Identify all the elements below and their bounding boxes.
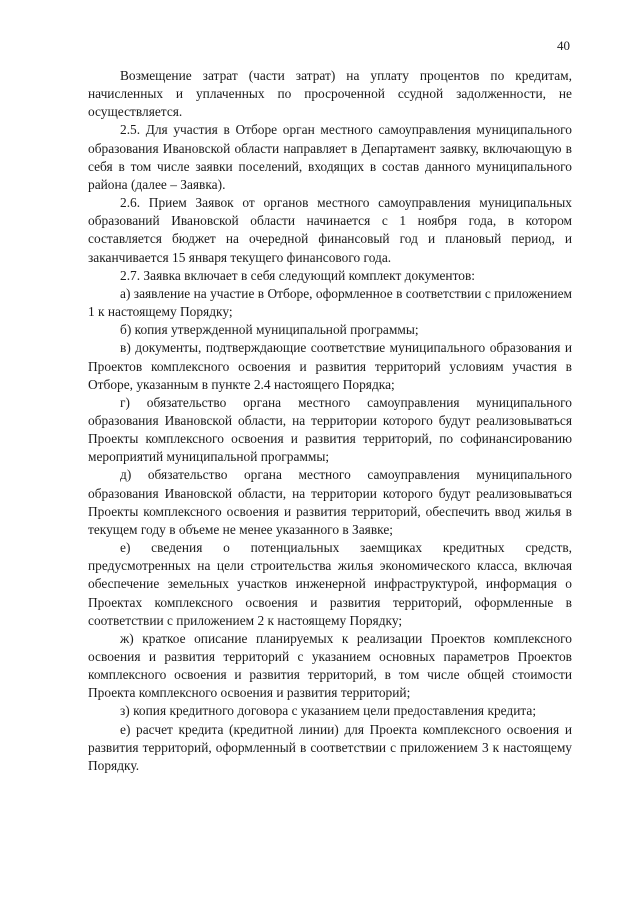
list-item-v: в) документы, подтверждающие соответствие муниципального образования и Проектов комплексного освоения и развития территорий условиям участия в Отборе, указанным в пункте 2.4 настоящего Порядка; bbox=[88, 340, 572, 392]
paragraph-2-5: 2.5. Для участия в Отборе орган местного самоуправления муниципального образования Ивановской области направляет в Департамент заявку, включающую в себя в том числе заявки поселений, входящих в состав данного муниципального района (далее – Заявка). bbox=[88, 122, 572, 192]
list-item-e-second: е) расчет кредита (кредитной линии) для Проекта комплексного освоения и развития территорий, оформленный в соответствии с приложением 3 к настоящему Порядку. bbox=[88, 721, 572, 773]
document-body bbox=[88, 67, 572, 775]
list-item-b: б) копия утвержденной муниципальной программы; bbox=[120, 322, 419, 338]
page-number: 40 bbox=[557, 38, 570, 53]
list-item-d: д) обязательство органа местного самоуправления муниципального образования Ивановской области, на территории которого будут реализовываться Проекты комплексного освоения и развития территорий, обеспечить ввод жилья в текущем году в объеме не менее указанного в Заявке; bbox=[88, 467, 572, 537]
list-item-g: г) обязательство органа местного самоуправления муниципального образования Ивановской области, на территории которого будут реализовываться Проекты комплексного освоения и развития территорий, по софинансированию мероприятий муниципальной программы; bbox=[88, 394, 572, 465]
paragraph-2-6: 2.6. Прием Заявок от органов местного самоуправления муниципальных образований Ивановской области начинается с 1 ноября года, в котором составляется бюджет на очередной финансовый год и плановый период, и заканчивается 15 января текущего финансового года. bbox=[88, 195, 572, 265]
paragraph-cost-reimbursement: Возмещение затрат (части затрат) на уплату процентов по кредитам, начисленных и уплаченных по просроченной ссудной задолженности, не осуществляется. bbox=[88, 68, 572, 120]
list-item-z: з) копия кредитного договора с указанием цели предоставления кредита; bbox=[120, 703, 537, 719]
list-item-e: е) сведения о потенциальных заемщиках кредитных средств, предусмотренных на цели строительства жилья экономического класса, включая обеспечение земельных участков инженерной инфраструктурой, информация о Проектах комплексного освоения и развития территорий, оформленные в соответствии с приложением 2 к настоящему Порядку; bbox=[88, 540, 572, 628]
list-item-zh: ж) краткое описание планируемых к реализации Проектов комплексного освоения и развития территорий с указанием основных параметров Проектов комплексного освоения и развития территорий, в том числе общей стоимости Проекта комплексного освоения и развития территорий; bbox=[88, 630, 572, 701]
paragraph-2-7: 2.7. Заявка включает в себя следующий комплект документов: bbox=[120, 267, 475, 283]
list-item-a: а) заявление на участие в Отборе, оформленное в соответствии с приложением 1 к настоящему Порядку; bbox=[88, 285, 572, 320]
